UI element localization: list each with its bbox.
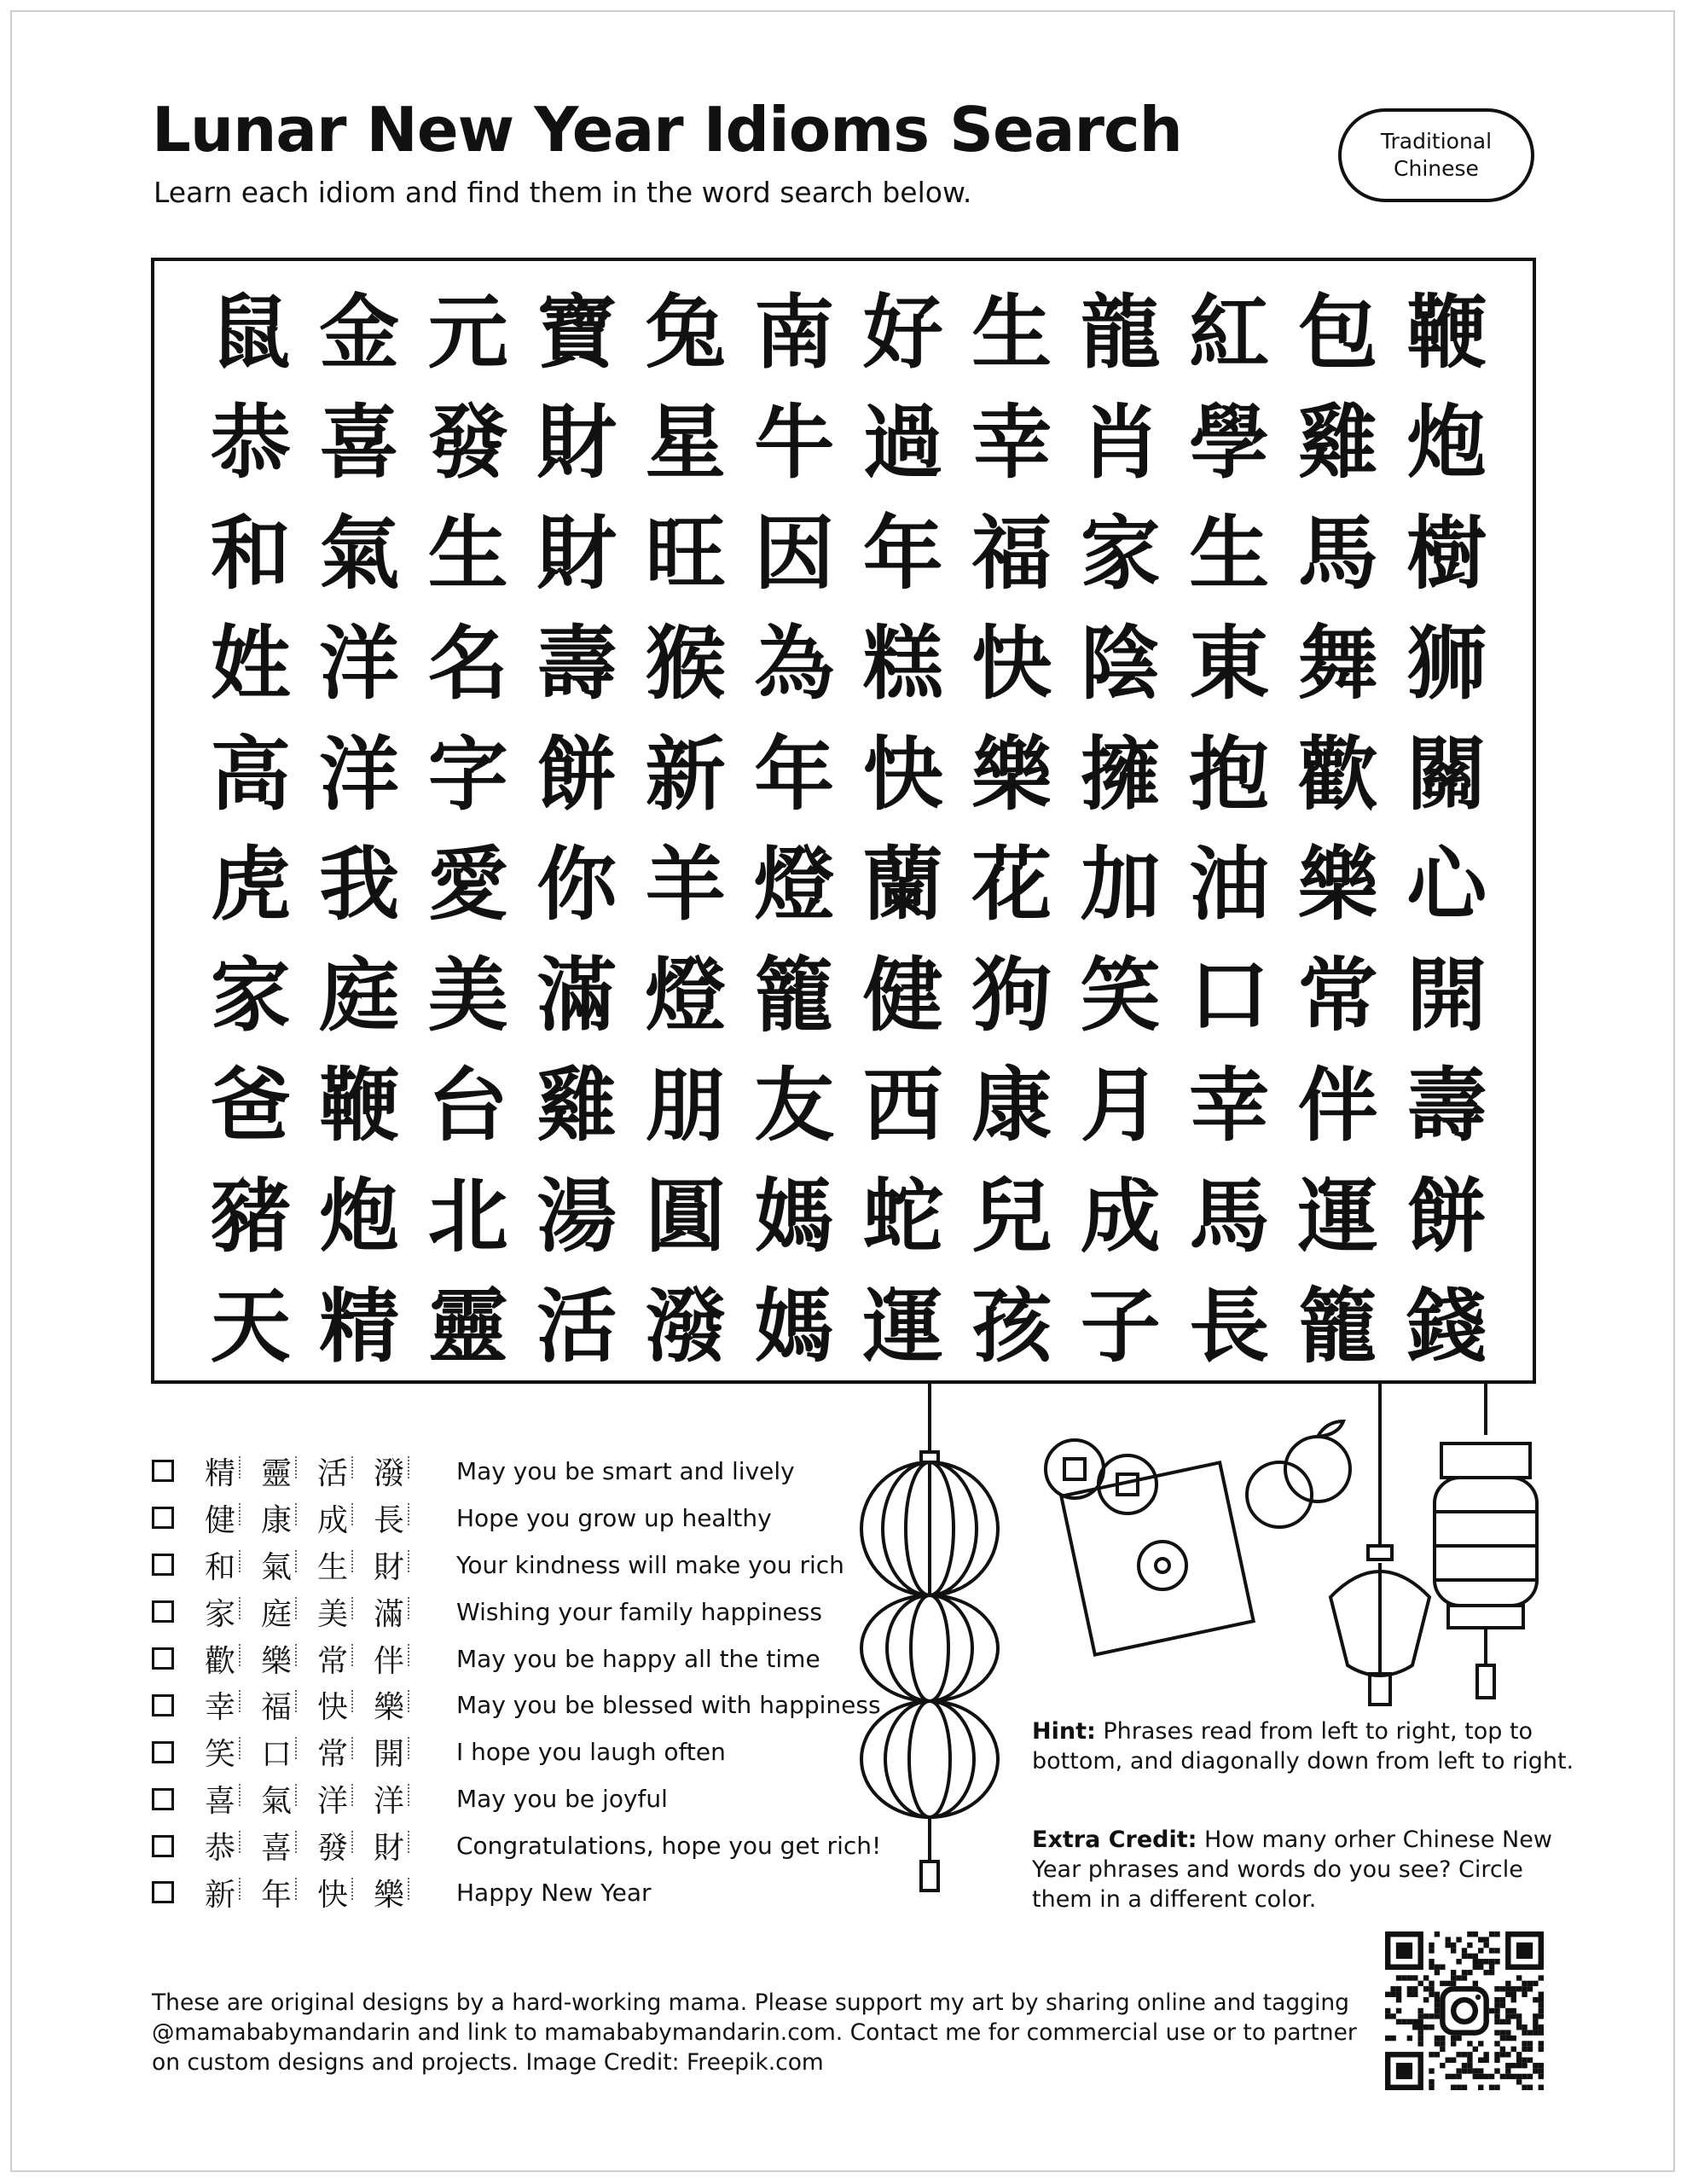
idiom-characters [205,1543,431,1587]
grid-cell[interactable]: 炮 [319,1170,400,1263]
idiom-characters [205,1824,431,1867]
grid-cell[interactable]: 朋 [645,1060,726,1153]
grid-cell[interactable]: 生 [1189,507,1270,601]
idiom-char: 快 [317,1683,374,1727]
idiom-char: 和 [205,1543,261,1587]
grid-cell[interactable]: 虎 [210,839,291,932]
grid-cell[interactable]: 伴 [1297,1060,1378,1153]
idiom-char: 氣 [261,1777,317,1821]
grid-cell[interactable]: 生 [427,507,508,601]
idiom-char: 年 [261,1871,317,1914]
idiom-characters [205,1449,431,1493]
grid-cell[interactable]: 爸 [210,1060,291,1153]
idiom-checkbox[interactable] [152,1507,174,1529]
grid-cell[interactable]: 口 [1189,949,1270,1043]
idiom-checkbox[interactable] [152,1881,174,1903]
idiom-char: 成 [317,1496,374,1540]
grid-cell[interactable]: 健 [862,949,943,1043]
grid-cell[interactable]: 餅 [536,728,617,822]
grid-cell[interactable]: 燈 [645,949,726,1043]
grid-cell[interactable]: 蛇 [862,1170,943,1263]
idiom-char: 樂 [374,1683,430,1727]
grid-cell[interactable]: 家 [1080,507,1161,601]
grid-cell[interactable]: 運 [862,1281,943,1374]
grid-cell[interactable]: 和 [210,507,291,601]
idiom-characters [205,1496,431,1540]
idiom-char: 喜 [205,1777,261,1821]
idiom-char: 洋 [374,1777,430,1821]
grid-cell[interactable]: 旺 [645,507,726,601]
grid-cell[interactable]: 友 [754,1060,835,1153]
idiom-meaning: Hope you grow up healthy [456,1503,772,1532]
idiom-meaning: May you be blessed with happiness [456,1691,881,1720]
grid-cell[interactable]: 常 [1297,949,1378,1043]
grid-cell[interactable]: 開 [1406,949,1487,1043]
badge-label: Traditional Chinese [1380,129,1493,181]
grid-cell[interactable]: 洋 [319,618,400,712]
grid-cell[interactable]: 好 [862,286,943,380]
grid-cell[interactable]: 長 [1189,1281,1270,1374]
idiom-characters [205,1590,431,1634]
idiom-row [152,1869,851,1916]
grid-cell[interactable]: 恭 [210,397,291,491]
grid-cell[interactable]: 羊 [645,839,726,932]
grid-cell[interactable]: 籠 [1297,1281,1378,1374]
idiom-char: 活 [317,1449,374,1493]
idiom-row [152,1495,851,1542]
idiom-meaning: Happy New Year [456,1878,652,1907]
idiom-char: 庭 [261,1590,317,1634]
grid-cell[interactable]: 鞭 [319,1060,400,1153]
idiom-meaning: I hope you laugh often [456,1738,726,1767]
idiom-characters [205,1683,431,1727]
grid-cell[interactable]: 雞 [1297,397,1378,491]
grid-cell[interactable]: 豬 [210,1170,291,1263]
idiom-char: 生 [317,1543,374,1587]
grid-cell[interactable]: 炮 [1406,397,1487,491]
idiom-meaning: May you be joyful [456,1785,668,1814]
footer-credit: These are original designs by a hard-working mama. Please support my art by sharing online and tagging @mamababymandarin and link to mamababymandarin.com. Contact me for commercial use or to partner on custom designs and projects. Image Credit: Freepik.com [152,1989,1357,2076]
grid-cell[interactable]: 家 [210,949,291,1043]
grid-cell[interactable]: 姓 [210,618,291,712]
idiom-char: 康 [261,1496,317,1540]
grid-cell[interactable]: 孩 [971,1281,1052,1374]
grid-cell[interactable]: 兒 [971,1170,1052,1263]
grid-cell[interactable]: 媽 [754,1281,835,1374]
idiom-row [152,1448,851,1495]
grid-cell[interactable]: 洋 [319,728,400,822]
grid-cell[interactable]: 年 [862,507,943,601]
grid-cell[interactable]: 活 [536,1281,617,1374]
idiom-characters [205,1637,431,1681]
grid-cell[interactable]: 牛 [754,397,835,491]
idiom-checklist [152,1448,882,1916]
grid-cell[interactable]: 滿 [536,949,617,1043]
grid-cell[interactable]: 南 [754,286,835,380]
idiom-char: 樂 [261,1637,317,1681]
hint-text: Hint: Phrases read from left to right, top to bottom, and diagonally down from left to right. [1032,1718,1574,1774]
idiom-char: 洋 [317,1777,374,1821]
idiom-characters [205,1871,431,1914]
grid-cell[interactable]: 笑 [1080,949,1161,1043]
grid-cell[interactable]: 我 [319,839,400,932]
grid-cell[interactable]: 運 [1297,1170,1378,1263]
mandarin-orange-icon [1247,1421,1350,1527]
idiom-checkbox[interactable] [152,1835,174,1857]
grid-cell[interactable]: 快 [862,728,943,822]
idiom-char: 靈 [261,1449,317,1493]
grid-cell[interactable]: 西 [862,1060,943,1153]
idiom-char: 常 [317,1637,374,1681]
grid-cell[interactable]: 幸 [971,397,1052,491]
idiom-char: 喜 [261,1824,317,1867]
grid-cell[interactable]: 狮 [1406,618,1487,712]
idiom-checkbox[interactable] [152,1788,174,1810]
grid-cell[interactable]: 年 [754,728,835,822]
idiom-char: 美 [317,1590,374,1634]
grid-cell[interactable]: 歡 [1297,728,1378,822]
lantern-icon [1330,1384,1429,1705]
idiom-characters [205,1777,431,1821]
grid-cell[interactable]: 美 [427,949,508,1043]
grid-cell[interactable]: 壽 [536,618,617,712]
idiom-row [152,1775,851,1822]
idiom-char: 歡 [205,1637,261,1681]
idiom-row [152,1635,851,1682]
grid-cell[interactable]: 油 [1189,839,1270,932]
idiom-meaning: May you be happy all the time [456,1644,820,1673]
idiom-char: 伴 [374,1637,430,1681]
grid-cell[interactable]: 因 [754,507,835,601]
grid-cell[interactable]: 庭 [319,949,400,1043]
grid-cell[interactable]: 東 [1189,618,1270,712]
idiom-char: 開 [374,1730,430,1774]
grid-cell[interactable]: 擁 [1080,728,1161,822]
idiom-checkbox[interactable] [152,1600,174,1623]
idiom-meaning: May you be smart and lively [456,1456,795,1485]
grid-cell[interactable]: 天 [210,1281,291,1374]
idiom-char: 健 [205,1496,261,1540]
grid-cell[interactable]: 媽 [754,1170,835,1263]
page-subtitle: Learn each idiom and find them in the word search below. [154,176,972,209]
grid-cell[interactable]: 寶 [536,286,617,380]
grid-cell[interactable]: 台 [427,1060,508,1153]
idiom-char: 樂 [374,1871,430,1914]
grid-cell[interactable]: 包 [1297,286,1378,380]
grid-cell[interactable]: 紅 [1189,286,1270,380]
grid-cell[interactable]: 星 [645,397,726,491]
idiom-row [152,1728,851,1775]
idiom-char: 財 [374,1824,430,1867]
word-search-grid [196,278,1501,1383]
grid-cell[interactable]: 舞 [1297,618,1378,712]
grid-cell[interactable]: 高 [210,728,291,822]
grid-cell[interactable]: 陰 [1080,618,1161,712]
language-badge [1338,108,1534,202]
grid-cell[interactable]: 精 [319,1281,400,1374]
idiom-char: 笑 [205,1730,261,1774]
grid-cell[interactable]: 心 [1406,839,1487,932]
idiom-char: 新 [205,1871,261,1914]
grid-cell[interactable]: 鼠 [210,286,291,380]
idiom-char: 精 [205,1449,261,1493]
grid-cell[interactable]: 樂 [1297,839,1378,932]
idiom-char: 財 [374,1543,430,1587]
idiom-char: 恭 [205,1824,261,1867]
idiom-row [152,1542,851,1589]
grid-cell[interactable]: 樂 [971,728,1052,822]
grid-cell[interactable]: 子 [1080,1281,1161,1374]
grid-cell[interactable]: 喜 [319,397,400,491]
grid-cell[interactable]: 湯 [536,1170,617,1263]
grid-cell[interactable]: 康 [971,1060,1052,1153]
grid-cell[interactable]: 龍 [1080,286,1161,380]
grid-cell[interactable]: 字 [427,728,508,822]
grid-cell[interactable]: 抱 [1189,728,1270,822]
idiom-row [152,1822,882,1869]
grid-cell[interactable]: 蘭 [862,839,943,932]
grid-cell[interactable]: 新 [645,728,726,822]
grid-cell[interactable]: 元 [427,286,508,380]
idiom-char: 潑 [374,1449,430,1493]
idiom-char: 快 [317,1871,374,1914]
grid-cell[interactable]: 雞 [536,1060,617,1153]
idiom-checkbox[interactable] [152,1554,174,1576]
grid-cell[interactable]: 花 [971,839,1052,932]
idiom-char: 氣 [261,1543,317,1587]
grid-cell[interactable]: 過 [862,397,943,491]
grid-cell[interactable]: 生 [971,286,1052,380]
grid-cell[interactable]: 壽 [1406,1060,1487,1153]
idiom-meaning: Wishing your family happiness [456,1597,822,1626]
grid-cell[interactable]: 糕 [862,618,943,712]
grid-cell[interactable]: 燈 [754,839,835,932]
grid-cell[interactable]: 馬 [1297,507,1378,601]
grid-cell[interactable]: 愛 [427,839,508,932]
idiom-char: 幸 [205,1683,261,1727]
grid-cell[interactable]: 樹 [1406,507,1487,601]
grid-cell[interactable]: 發 [427,397,508,491]
instagram-qr-code-icon[interactable] [1385,1931,1544,2090]
grid-cell[interactable]: 鞭 [1406,286,1487,380]
idiom-checkbox[interactable] [152,1694,174,1716]
grid-cell[interactable]: 成 [1080,1170,1161,1263]
grid-cell[interactable]: 為 [754,618,835,712]
grid-cell[interactable]: 馬 [1189,1170,1270,1263]
page-title: Lunar New Year Idioms Search [152,94,1182,166]
idiom-char: 口 [261,1730,317,1774]
grid-cell[interactable]: 月 [1080,1060,1161,1153]
grid-cell[interactable]: 名 [427,618,508,712]
grid-cell[interactable]: 快 [971,618,1052,712]
grid-cell[interactable]: 猴 [645,618,726,712]
idiom-char: 常 [317,1730,374,1774]
grid-cell[interactable]: 你 [536,839,617,932]
grid-cell[interactable]: 靈 [427,1281,508,1374]
idiom-row [152,1682,881,1728]
grid-cell[interactable]: 學 [1189,397,1270,491]
idiom-meaning: Congratulations, hope you get rich! [456,1832,882,1861]
grid-cell[interactable]: 狗 [971,949,1052,1043]
idiom-char: 發 [317,1824,374,1867]
idiom-checkbox[interactable] [152,1741,174,1763]
idiom-char: 滿 [374,1590,430,1634]
grid-cell[interactable]: 潑 [645,1281,726,1374]
grid-cell[interactable]: 北 [427,1170,508,1263]
extra-credit-text: Extra Credit: How many orher Chinese New Year phrases and words do you see? Circle them in a different color. [1032,1827,1552,1913]
grid-cell[interactable]: 籠 [754,949,835,1043]
grid-cell[interactable]: 關 [1406,728,1487,822]
grid-cell[interactable]: 氣 [319,507,400,601]
lantern-icon [1435,1384,1537,1698]
grid-cell[interactable]: 錢 [1406,1281,1487,1374]
idiom-checkbox[interactable] [152,1460,174,1482]
grid-cell[interactable]: 餅 [1406,1170,1487,1263]
idiom-char: 長 [374,1496,430,1540]
grid-cell[interactable]: 幸 [1189,1060,1270,1153]
lantern-icon [861,1384,998,1891]
grid-cell[interactable]: 加 [1080,839,1161,932]
idiom-meaning: Your kindness will make you rich [456,1550,844,1579]
idiom-char: 福 [261,1683,317,1727]
grid-cell[interactable]: 財 [536,507,617,601]
idiom-row [152,1589,851,1635]
idiom-char: 家 [205,1590,261,1634]
grid-cell[interactable]: 肖 [1080,397,1161,491]
grid-cell[interactable]: 福 [971,507,1052,601]
grid-cell[interactable]: 財 [536,397,617,491]
idiom-characters [205,1730,431,1774]
grid-cell[interactable]: 兔 [645,286,726,380]
grid-cell[interactable]: 圓 [645,1170,726,1263]
idiom-checkbox[interactable] [152,1647,174,1670]
instagram-icon [1442,1989,1486,2032]
grid-cell[interactable]: 金 [319,286,400,380]
